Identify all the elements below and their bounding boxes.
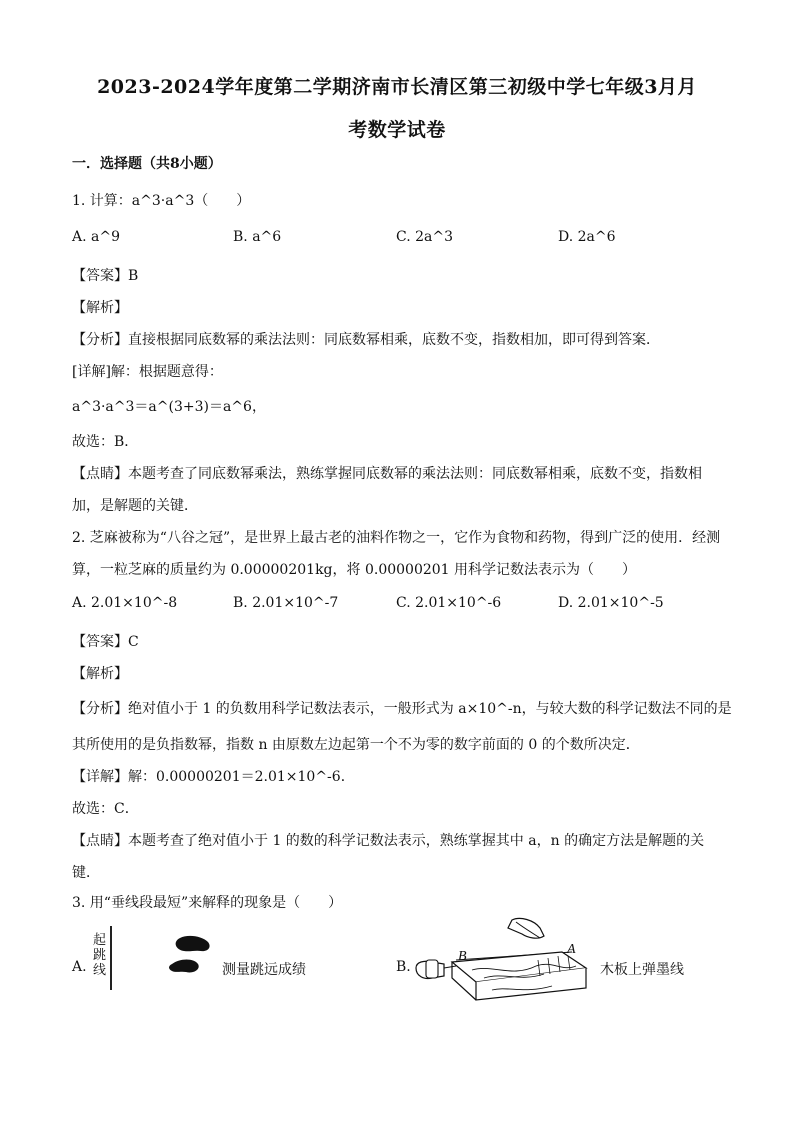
q1-answer: 【答案】B: [72, 268, 139, 284]
q2-stem-line2: 算，一粒芝麻的质量约为 0.00000201kg，将 0.00000201 用科学记数法表示为（ ）: [72, 562, 637, 578]
q2-option-b: B. 2.01×10^-7: [233, 595, 339, 611]
q2-analysis-heading: 【解析】: [72, 666, 128, 682]
q2-fenxi-line1: 【分析】绝对值小于 1 的负数用科学记数法表示，一般形式为 a×10^-n，与较大数的科学记数法不同的是: [72, 701, 732, 717]
point-b-label: B: [458, 949, 467, 964]
q2-stem-line1: 2. 芝麻被称为“八谷之冠”，是世界上最古老的油料作物之一，它作为食物和药物，得到广泛的使用．经测: [72, 530, 721, 546]
q2-dianjing-line2: 键．: [72, 865, 100, 881]
q1-dianjing-line1: 【点睛】本题考查了同底数幂乘法，熟练掌握同底数幂的乘法法则：同底数幂相乘，底数不变，指数相: [72, 466, 702, 482]
q2-answer: 【答案】C: [72, 634, 139, 650]
q2-detail: 【详解】解：0.00000201＝2.01×10^-6．: [72, 769, 355, 785]
q2-option-a: A. 2.01×10^-8: [72, 595, 178, 611]
q3-option-b-caption: 木板上弹墨线: [600, 962, 684, 978]
q3-option-b-label: B.: [396, 959, 411, 975]
q1-detail: [详解]解：根据题意得：: [72, 364, 223, 380]
page-title-line1: 2023-2024学年度第二学期济南市长清区第三初级中学七年级3月月: [97, 76, 697, 98]
q1-fenxi: 【分析】直接根据同底数幂的乘法法则：同底数幂相乘，底数不变，指数相加，即可得到答案．: [72, 332, 660, 348]
q1-choose: 故选：B．: [72, 434, 139, 450]
q1-option-a: A. a^9: [72, 229, 120, 245]
q3-option-a-caption: 测量跳远成绩: [222, 962, 306, 978]
q1-option-b: B. a^6: [233, 229, 282, 245]
q3-stem: 3. 用“垂线段最短”来解释的现象是（ ）: [72, 895, 343, 911]
q1-dianjing-line2: 加，是解题的关键．: [72, 498, 198, 514]
q1-option-d: D. 2a^6: [558, 229, 616, 245]
q2-dianjing-line1: 【点睛】本题考查了绝对值小于 1 的数的科学记数法表示，熟练掌握其中 a，n 的确定方法是解题的关: [72, 833, 705, 849]
takeoff-line-label: 起跳线: [93, 933, 107, 978]
q1-option-c: C. 2a^3: [396, 229, 454, 245]
section-heading: 一．选择题（共8小题）: [72, 156, 222, 172]
q1-stem: 1. 计算：a^3·a^3（ ）: [72, 193, 251, 209]
page-title-line2: 考数学试卷: [348, 119, 446, 141]
q2-option-d: D. 2.01×10^-5: [558, 595, 664, 611]
q3-option-a-label: A.: [72, 959, 87, 975]
footprint-icon: [166, 934, 216, 976]
q2-fenxi-line2: 其所使用的是负指数幂，指数 n 由原数左边起第一个不为零的数字前面的 0 的个数所决定．: [72, 737, 640, 753]
q1-analysis-heading: 【解析】: [72, 300, 128, 316]
board-chalk-line-figure: [412, 916, 592, 1002]
point-a-label: A: [567, 942, 576, 957]
q1-calculation: a^3·a^3＝a^(3+3)＝a^6，: [72, 399, 266, 415]
q2-option-c: C. 2.01×10^-6: [396, 595, 502, 611]
takeoff-line: [110, 926, 112, 990]
q2-choose: 故选：C．: [72, 801, 139, 817]
